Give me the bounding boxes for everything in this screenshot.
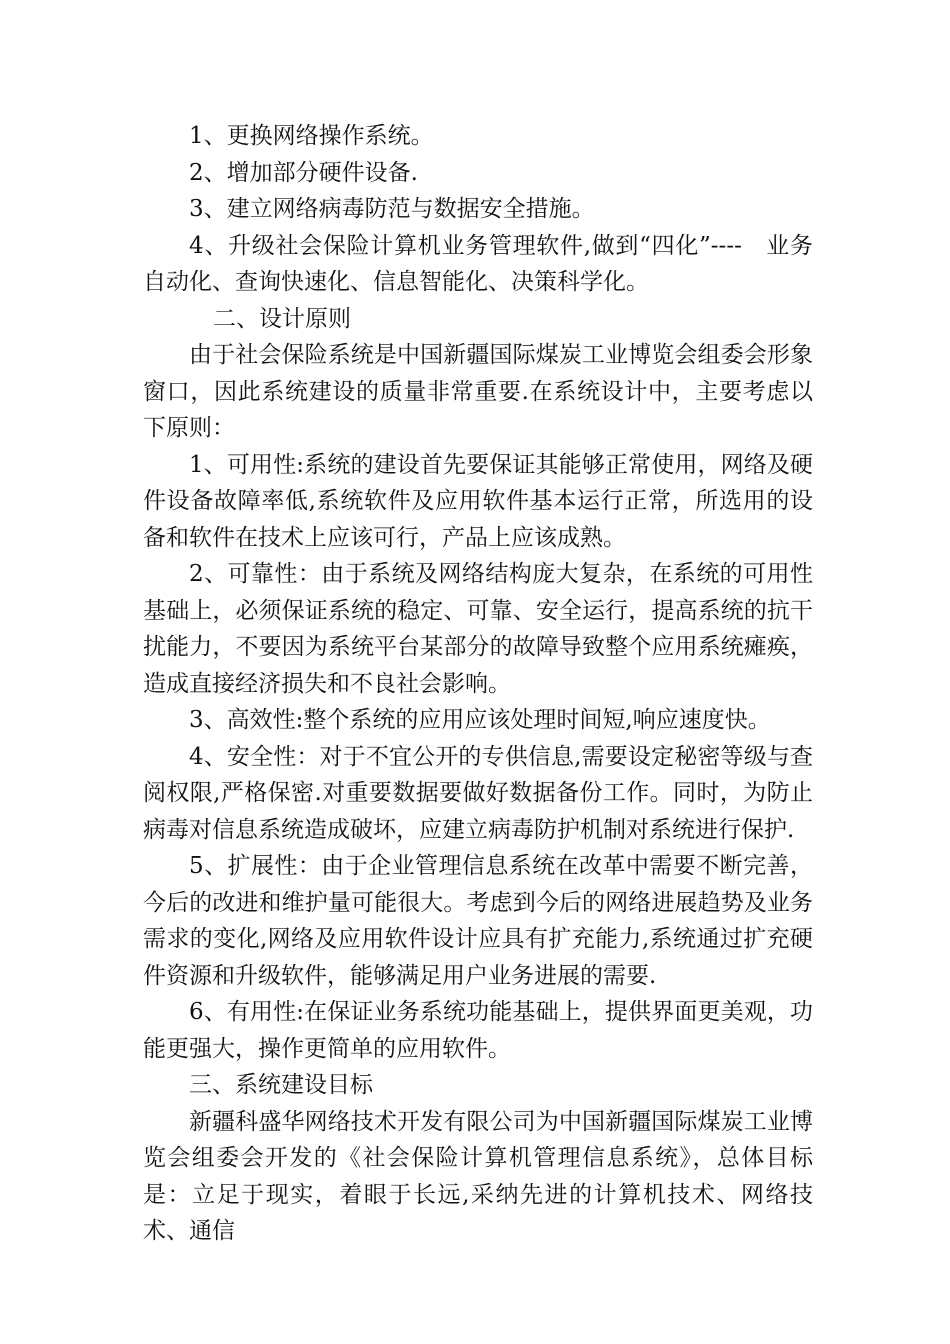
document-body <box>143 118 813 1250</box>
principle-reliability: 2、可靠性：由于系统及网络结构庞大复杂，在系统的可用性基础上，必须保证系统的稳定、可靠、安全运行，提高系统的抗干扰能力，不要因为系统平台某部分的故障导致整个应用系统瘫痪，造成直接经济损失和不良社会影响。 <box>143 561 813 697</box>
principle-availability: 1、可用性:系统的建设首先要保证其能够正常使用，网络及硬件设备故障率低,系统软件及应用软件基本运行正常，所选用的设备和软件在技术上应该可行，产品上应该成熟。 <box>143 451 813 551</box>
principle-extensibility: 5、扩展性：由于企业管理信息系统在改革中需要不断完善，今后的改进和维护量可能很大。考虑到今后的网络进展趋势及业务需求的变化,网络及应用软件设计应具有扩充能力,系统通过扩充硬件资源和升级软件，能够满足用户业务进展的需要. <box>143 853 813 989</box>
principle-efficiency: 3、高效性:整个系统的应用应该处理时间短,响应速度快。 <box>189 707 771 733</box>
principle-usefulness: 6、有用性:在保证业务系统功能基础上，提供界面更美观，功能更强大，操作更简单的应用软件。 <box>143 999 813 1062</box>
list-item-upgrade-software: 4、升级社会保险计算机业务管理软件,做到“四化”---- 业务自动化、查询快速化、信息智能化、决策科学化。 <box>143 232 813 295</box>
principle-security: 4、安全性：对于不宜公开的专供信息,需要设定秘密等级与查阅权限,严格保密.对重要数据要做好数据备份工作。同时，为防止病毒对信息系统造成破坏，应建立病毒防护机制对系统进行保护. <box>143 743 813 843</box>
list-item-add-hardware: 2、增加部分硬件设备. <box>189 159 418 186</box>
list-item-replace-os: 1、更换网络操作系统。 <box>189 123 434 149</box>
section-heading-system-goals: 三、系统建设目标 <box>189 1072 373 1098</box>
paragraph-design-intro: 由于社会保险系统是中国新疆国际煤炭工业博览会组委会形象窗口，因此系统建设的质量非常重要.在系统设计中，主要考虑以下原则： <box>143 342 813 441</box>
section-heading-design-principles: 二、设计原则 <box>213 305 351 332</box>
paragraph-system-goals: 新疆科盛华网络技术开发有限公司为中国新疆国际煤炭工业博览会组委会开发的《社会保险计算机管理信息系统》，总体目标是：立足于现实，着眼于长远,采纳先进的计算机技术、网络技术、通信 <box>143 1108 813 1244</box>
list-item-virus-security: 3、建立网络病毒防范与数据安全措施。 <box>189 196 595 222</box>
